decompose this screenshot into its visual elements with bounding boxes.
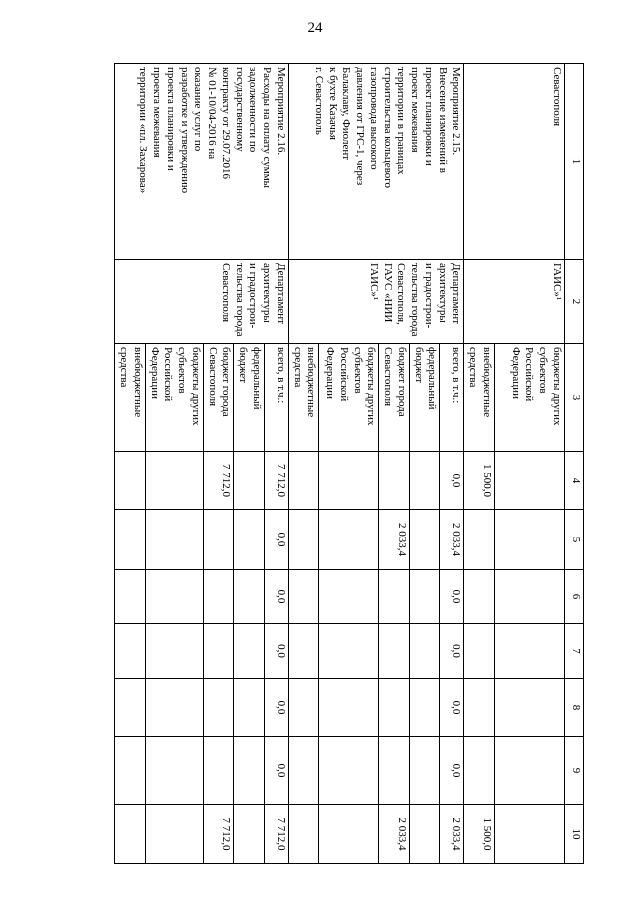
amount-cell: 0,0 (265, 679, 289, 737)
amount-cell (146, 570, 204, 624)
amount-cell (146, 805, 204, 864)
column-number-cell: 10 (565, 805, 584, 864)
activity-name-cell (464, 64, 565, 260)
amount-cell: 0,0 (440, 737, 464, 805)
amount-cell (410, 452, 441, 510)
funding-source-text: федеральный бюджет (412, 347, 439, 410)
amount-cell (319, 624, 379, 679)
amount-cell (319, 510, 379, 570)
amount-cell (115, 452, 146, 510)
amount-cell (289, 452, 320, 510)
amount-cell (204, 679, 235, 737)
amount-cell (495, 452, 565, 510)
column-number-cell: 8 (565, 679, 584, 737)
amount-cell (495, 624, 565, 679)
amount-cell (146, 679, 204, 737)
column-number-cell: 3 (565, 344, 584, 452)
amount-cell (234, 624, 265, 679)
amount-cell (146, 510, 204, 570)
amount-cell (495, 570, 565, 624)
amount-cell (146, 452, 204, 510)
funding-source-cell (234, 344, 265, 452)
amount-cell (204, 570, 235, 624)
amount-cell (115, 737, 146, 805)
funding-source-cell (464, 344, 495, 452)
funding-source-cell (115, 344, 146, 452)
rotated-budget-table-sheet (96, 63, 584, 863)
executor-cell (464, 260, 565, 344)
amount-cell (464, 510, 495, 570)
table-row (495, 64, 565, 864)
funding-source-cell (265, 344, 289, 452)
amount-cell: 0,0 (440, 452, 464, 510)
funding-source-text: бюджет города Севастополя (206, 347, 233, 417)
amount-cell (115, 510, 146, 570)
amount-cell: 0,0 (265, 510, 289, 570)
funding-source-cell (410, 344, 441, 452)
amount-cell (319, 737, 379, 805)
funding-source-cell (440, 344, 464, 452)
amount-cell (319, 679, 379, 737)
amount-cell (115, 570, 146, 624)
table-row (265, 64, 289, 864)
amount-cell: 7 712,0 (204, 805, 235, 864)
amount-cell (234, 452, 265, 510)
amount-cell (204, 624, 235, 679)
amount-cell (410, 570, 441, 624)
amount-cell (289, 805, 320, 864)
funding-source-text: федеральный бюджет (237, 347, 263, 410)
amount-cell (234, 510, 265, 570)
amount-cell: 0,0 (265, 570, 289, 624)
column-number-cell: 2 (565, 260, 584, 344)
amount-cell (319, 452, 379, 510)
amount-cell (464, 570, 495, 624)
activity-name-cell (115, 64, 289, 260)
column-number-cell: 7 (565, 624, 584, 679)
amount-cell: 7 712,0 (265, 452, 289, 510)
amount-cell: 0,0 (265, 737, 289, 805)
amount-cell: 0,0 (440, 570, 464, 624)
amount-cell (289, 624, 320, 679)
activity-name-cell (289, 64, 465, 260)
amount-cell (115, 624, 146, 679)
amount-cell (319, 805, 379, 864)
amount-cell (379, 570, 410, 624)
activity-name-text: Севастополя (551, 67, 563, 127)
amount-cell: 1 500,0 (464, 805, 495, 864)
amount-cell (495, 805, 565, 864)
amount-cell (379, 452, 410, 510)
budget-table (115, 63, 585, 864)
funding-source-cell (379, 344, 410, 452)
activity-name-text: Мероприятие 2.16. Расходы на оплату суммы задолженности по государственному контракту от 29.07.2016 № 01-10/04-2016 на оказание услуг по разработке и утверждению проекта планировки и проекта межевания территории «пл. Захарова» (137, 67, 287, 194)
executor-cell (289, 260, 465, 344)
amount-cell (146, 737, 204, 805)
amount-cell (115, 679, 146, 737)
executor-text: Департамент архитектуры и градострои- тельства города Севастополя (220, 263, 287, 337)
amount-cell (379, 737, 410, 805)
amount-cell (204, 510, 235, 570)
column-number-cell: 1 (565, 64, 584, 260)
amount-cell (410, 679, 441, 737)
table-body (115, 64, 584, 864)
amount-cell (464, 737, 495, 805)
column-number-cell: 9 (565, 737, 584, 805)
funding-source-text: всего, в т.ч.: (275, 347, 287, 404)
amount-cell (495, 679, 565, 737)
amount-cell (464, 679, 495, 737)
amount-cell: 0,0 (440, 679, 464, 737)
funding-source-cell (319, 344, 379, 452)
amount-cell: 1 500,0 (464, 452, 495, 510)
executor-text: ГАИС»¹ (551, 263, 563, 301)
amount-cell: 7 712,0 (265, 805, 289, 864)
amount-cell (234, 805, 265, 864)
funding-source-cell (146, 344, 204, 452)
amount-cell (289, 679, 320, 737)
amount-cell (204, 737, 235, 805)
funding-source-text: бюджеты других субъектов Российской Федерации (509, 347, 563, 426)
amount-cell (410, 624, 441, 679)
amount-cell (319, 570, 379, 624)
amount-cell (464, 624, 495, 679)
amount-cell (289, 510, 320, 570)
amount-cell: 0,0 (265, 624, 289, 679)
amount-cell (495, 510, 565, 570)
column-number-cell: 5 (565, 510, 584, 570)
column-number-cell: 6 (565, 570, 584, 624)
funding-source-text: всего, в т.ч.: (450, 347, 463, 404)
funding-source-text: бюджеты других субъектов Российской Федерации (324, 347, 378, 426)
amount-cell: 2 033,4 (440, 805, 464, 864)
amount-cell (115, 805, 146, 864)
executor-text: Департамент архитектуры и градострои- тельства города Севастополя, ГАУС «НИИ ГАИС»¹ (368, 263, 463, 337)
amount-cell (379, 679, 410, 737)
amount-cell: 2 033,4 (379, 805, 410, 864)
funding-source-cell (204, 344, 235, 452)
amount-cell (234, 737, 265, 805)
amount-cell (289, 737, 320, 805)
amount-cell: 2 033,4 (440, 510, 464, 570)
amount-cell (379, 624, 410, 679)
table-row (440, 64, 464, 864)
amount-cell (410, 737, 441, 805)
activity-name-text: Мероприятие 2.15. Внесение изменений в проект планировки и проект межевания территории в границах строительства кольцевого газопровода высокого давления от ГРС-1, через Балаклаву, Фиолент к бухте Казачья г. Севастополь (313, 67, 463, 189)
funding-source-text: бюджет города Севастополя (382, 347, 408, 417)
amount-cell (289, 570, 320, 624)
funding-source-text: внебюджетные средства (291, 347, 318, 418)
amount-cell: 2 033,4 (379, 510, 410, 570)
amount-cell (410, 805, 441, 864)
funding-source-text: внебюджетные средства (118, 347, 144, 418)
executor-cell (115, 260, 289, 344)
funding-source-text: внебюджетные средства (467, 347, 493, 418)
column-number-cell: 4 (565, 452, 584, 510)
column-number-row (565, 64, 584, 864)
amount-cell (495, 737, 565, 805)
funding-source-cell (495, 344, 565, 452)
funding-source-text: бюджеты других субъектов Российской Федерации (148, 347, 202, 426)
amount-cell (410, 510, 441, 570)
amount-cell: 0,0 (440, 624, 464, 679)
page-number: 24 (307, 20, 323, 36)
funding-source-cell (289, 344, 320, 452)
amount-cell (234, 679, 265, 737)
amount-cell (146, 624, 204, 679)
amount-cell (234, 570, 265, 624)
amount-cell: 7 712,0 (204, 452, 235, 510)
